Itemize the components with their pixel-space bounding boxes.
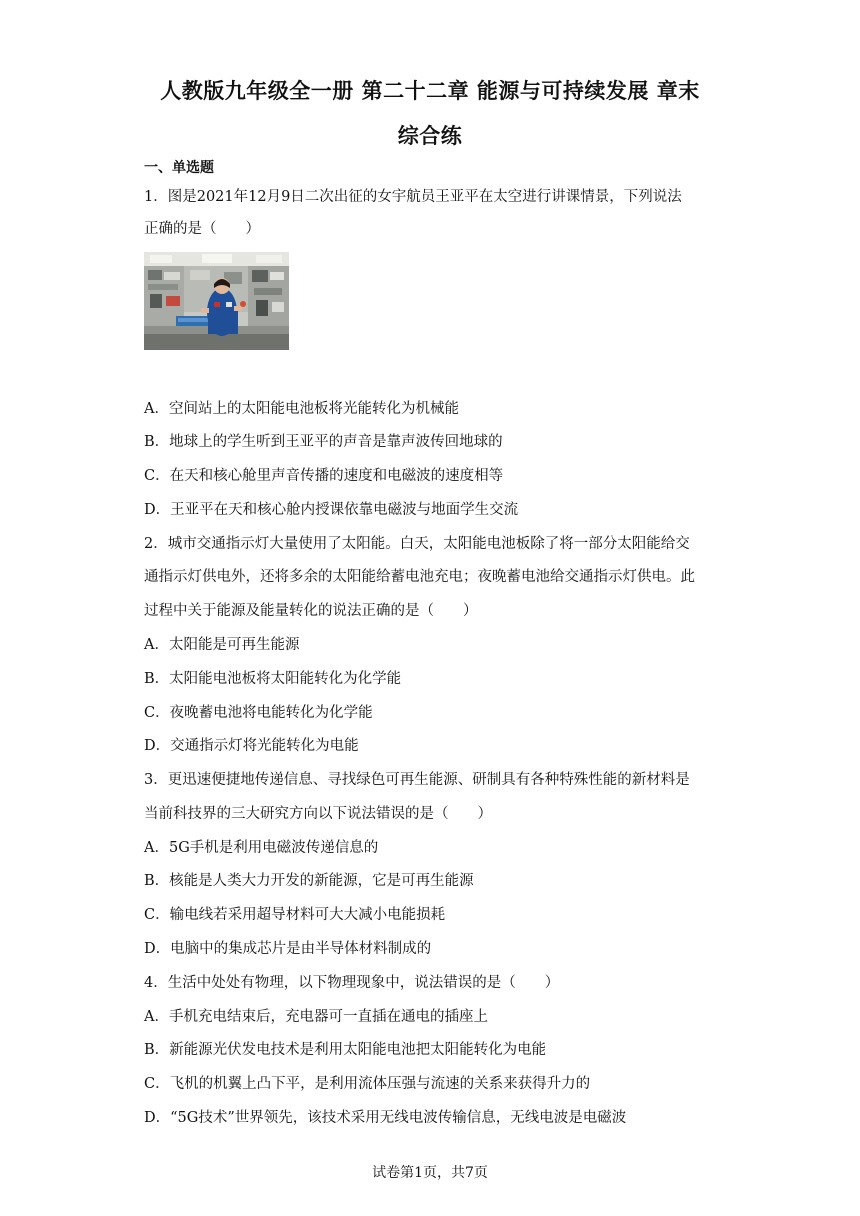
question-1-option-b: B．地球上的学生听到王亚平的声音是靠声波传回地球的 [144, 434, 503, 450]
question-3-option-a: A．5G手机是利用电磁波传递信息的 [144, 840, 379, 856]
question-2-stem-line-1: 2．城市交通指示灯大量使用了太阳能。白天，太阳能电池板除了将一部分太阳能给交 [144, 536, 690, 552]
question-1-option-a: A．空间站上的太阳能电池板将光能转化为机械能 [144, 401, 459, 417]
question-3-option-d: D．电脑中的集成芯片是由半导体材料制成的 [144, 941, 432, 957]
question-1-option-d: D．王亚平在天和核心舱内授课依靠电磁波与地面学生交流 [144, 502, 519, 518]
question-3-stem-line-2: 当前科技界的三大研究方向以下说法错误的是（ ） [144, 806, 492, 822]
question-2-option-b: B．太阳能电池板将太阳能转化为化学能 [144, 671, 402, 687]
question-2-option-c: C．夜晚蓄电池将电能转化为化学能 [144, 705, 373, 721]
question-3-stem-line-1: 3．更迅速便捷地传递信息、寻找绿色可再生能源、研制具有各种特殊性能的新材料是 [144, 772, 690, 788]
question-4-option-a: A．手机充电结束后，充电器可一直插在通电的插座上 [144, 1009, 488, 1025]
question-2-option-d: D．交通指示灯将光能转化为电能 [144, 738, 359, 754]
question-2-option-a: A．太阳能是可再生能源 [144, 637, 300, 653]
question-4-stem-line-1: 4．生活中处处有物理，以下物理现象中，说法错误的是（ ） [144, 975, 560, 991]
question-4-option-b: B．新能源光伏发电技术是利用太阳能电池把太阳能转化为电能 [144, 1042, 547, 1058]
question-1-stem-line-2: 正确的是（ ） [144, 221, 260, 237]
document-title-line-1: 人教版九年级全一册 第二十二章 能源与可持续发展 章末 [160, 79, 700, 103]
question-1-option-c: C．在天和核心舱里声音传播的速度和电磁波的速度相等 [144, 468, 504, 484]
question-2-stem-line-3: 过程中关于能源及能量转化的说法正确的是（ ） [144, 603, 478, 619]
document-title-line-2: 综合练 [397, 124, 463, 148]
question-3-option-c: C．输电线若采用超导材料可大大减小电能损耗 [144, 907, 446, 923]
astronaut-in-space-station-photo [144, 252, 289, 350]
page-footer: 试卷第1页，共7页 [372, 1165, 488, 1181]
section-heading: 一、单选题 [144, 160, 214, 176]
question-4-option-d: D．“5G技术”世界领先，该技术采用无线电波传输信息，无线电波是电磁波 [144, 1110, 627, 1126]
question-4-option-c: C．飞机的机翼上凸下平，是利用流体压强与流速的关系来获得升力的 [144, 1076, 591, 1092]
question-3-option-b: B．核能是人类大力开发的新能源，它是可再生能源 [144, 873, 474, 889]
question-1-stem-line-1: 1．图是2021年12月9日二次出征的女宇航员王亚平在太空进行讲课情景，下列说法 [144, 189, 682, 205]
question-2-stem-line-2: 通指示灯供电外，还将多余的太阳能给蓄电池充电；夜晚蓄电池给交通指示灯供电。此 [144, 569, 695, 585]
